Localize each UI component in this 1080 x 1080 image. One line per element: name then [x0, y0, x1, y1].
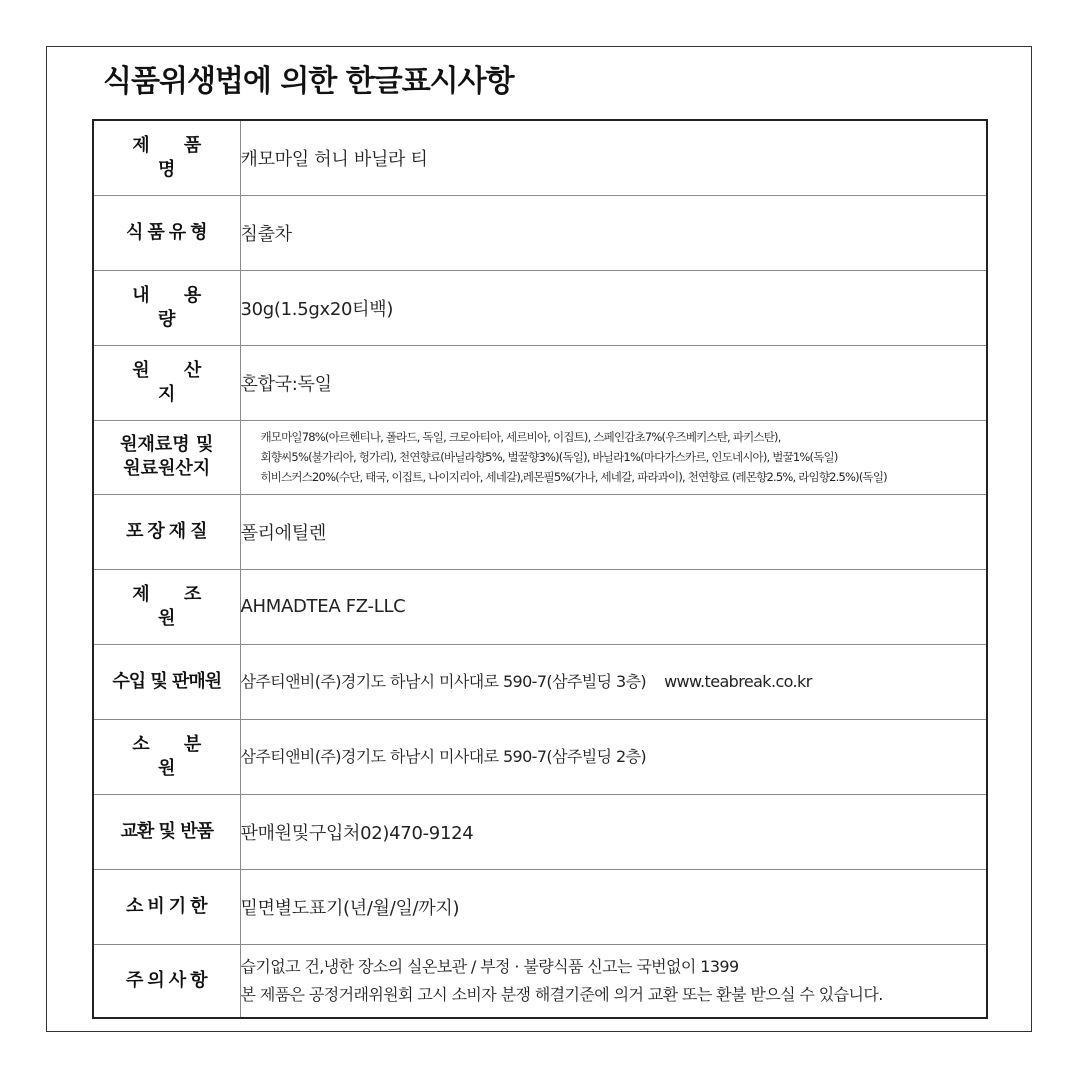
table-row-expiry — [93, 869, 987, 944]
row-value: 삼주티앤비(주)경기도 하남시 미사대로 590-7(삼주빌딩 2층) — [240, 719, 987, 794]
website-link[interactable]: www.teabreak.co.kr — [664, 671, 812, 691]
table-row-ingredients — [93, 420, 987, 494]
row-value: 30g(1.5gx20티백) — [240, 270, 987, 345]
table-row-subdivider — [93, 719, 987, 794]
row-value: 캐모마일 허니 바닐라 티 — [240, 120, 987, 195]
page-title: 식품위생법에 의한 한글표시사항 — [103, 64, 514, 99]
row-label: 제 품 명 — [93, 120, 240, 195]
precaution-line: 습기없고 건,냉한 장소의 실온보관 / 부정 · 불량식품 신고는 국번없이 1399 — [240, 956, 739, 976]
table-row-packaging — [93, 494, 987, 569]
table-row-precautions — [93, 944, 987, 1018]
table-row-food-type — [93, 195, 987, 270]
product-info-table — [92, 119, 988, 1019]
table-row-product-name — [93, 120, 987, 195]
row-label: 원 산 지 — [93, 345, 240, 420]
row-label: 소비기한 — [93, 869, 240, 944]
row-value: 침출차 — [240, 195, 987, 270]
row-label — [93, 420, 240, 494]
ingredients-line: 히비스커스20%(수단, 태국, 이집트, 나이지리아, 세네갈),레몬필5%(가나, 세네갈, 파라과이), 천연향료 (레몬향2.5%, 라임향2.5%)(독일) — [260, 470, 887, 484]
table-row-importer — [93, 644, 987, 719]
table-row-origin — [93, 345, 987, 420]
row-value: AHMADTEA FZ-LLC — [240, 569, 987, 644]
row-value: 밑면별도표기(년/월/일/까지) — [240, 869, 987, 944]
row-label: 포장재질 — [93, 494, 240, 569]
row-value — [240, 644, 987, 719]
row-label: 내 용 량 — [93, 270, 240, 345]
row-value: 폴리에틸렌 — [240, 494, 987, 569]
row-label: 교환 및 반품 — [93, 794, 240, 869]
ingredients-line: 회향씨5%(불가리아, 헝가리), 천연향료(바닐라향5%, 벌꿀향3%)(독일), 바닐라1%(마다가스카르, 인도네시아), 벌꿀1%(독일) — [260, 450, 838, 464]
ingredients-line: 캐모마일78%(아르헨티나, 폴라드, 독일, 크로아티아, 세르비아, 이집트), 스페인감초7%(우즈베키스탄, 파키스탄), — [260, 430, 781, 444]
precaution-line: 본 제품은 공정거래위원회 고시 소비자 분쟁 해결기준에 의거 교환 또는 환불 받으실 수 있습니다. — [240, 984, 883, 1004]
row-value — [240, 420, 987, 494]
row-value: 혼합국:독일 — [240, 345, 987, 420]
row-value — [240, 944, 987, 1018]
row-label: 식품유형 — [93, 195, 240, 270]
row-label: 소 분 원 — [93, 719, 240, 794]
row-label: 제 조 원 — [93, 569, 240, 644]
row-label-line: 원재료명 및 — [120, 434, 214, 455]
importer-address: 삼주티앤비(주)경기도 하남시 미사대로 590-7(삼주빌딩 3층) — [240, 671, 647, 691]
table-row-returns — [93, 794, 987, 869]
row-label-line: 원료원산지 — [123, 458, 211, 479]
row-value: 판매원및구입처02)470-9124 — [240, 794, 987, 869]
row-label: 주의사항 — [93, 944, 240, 1018]
row-label: 수입 및 판매원 — [93, 644, 240, 719]
table-row-manufacturer — [93, 569, 987, 644]
table-row-net-content — [93, 270, 987, 345]
